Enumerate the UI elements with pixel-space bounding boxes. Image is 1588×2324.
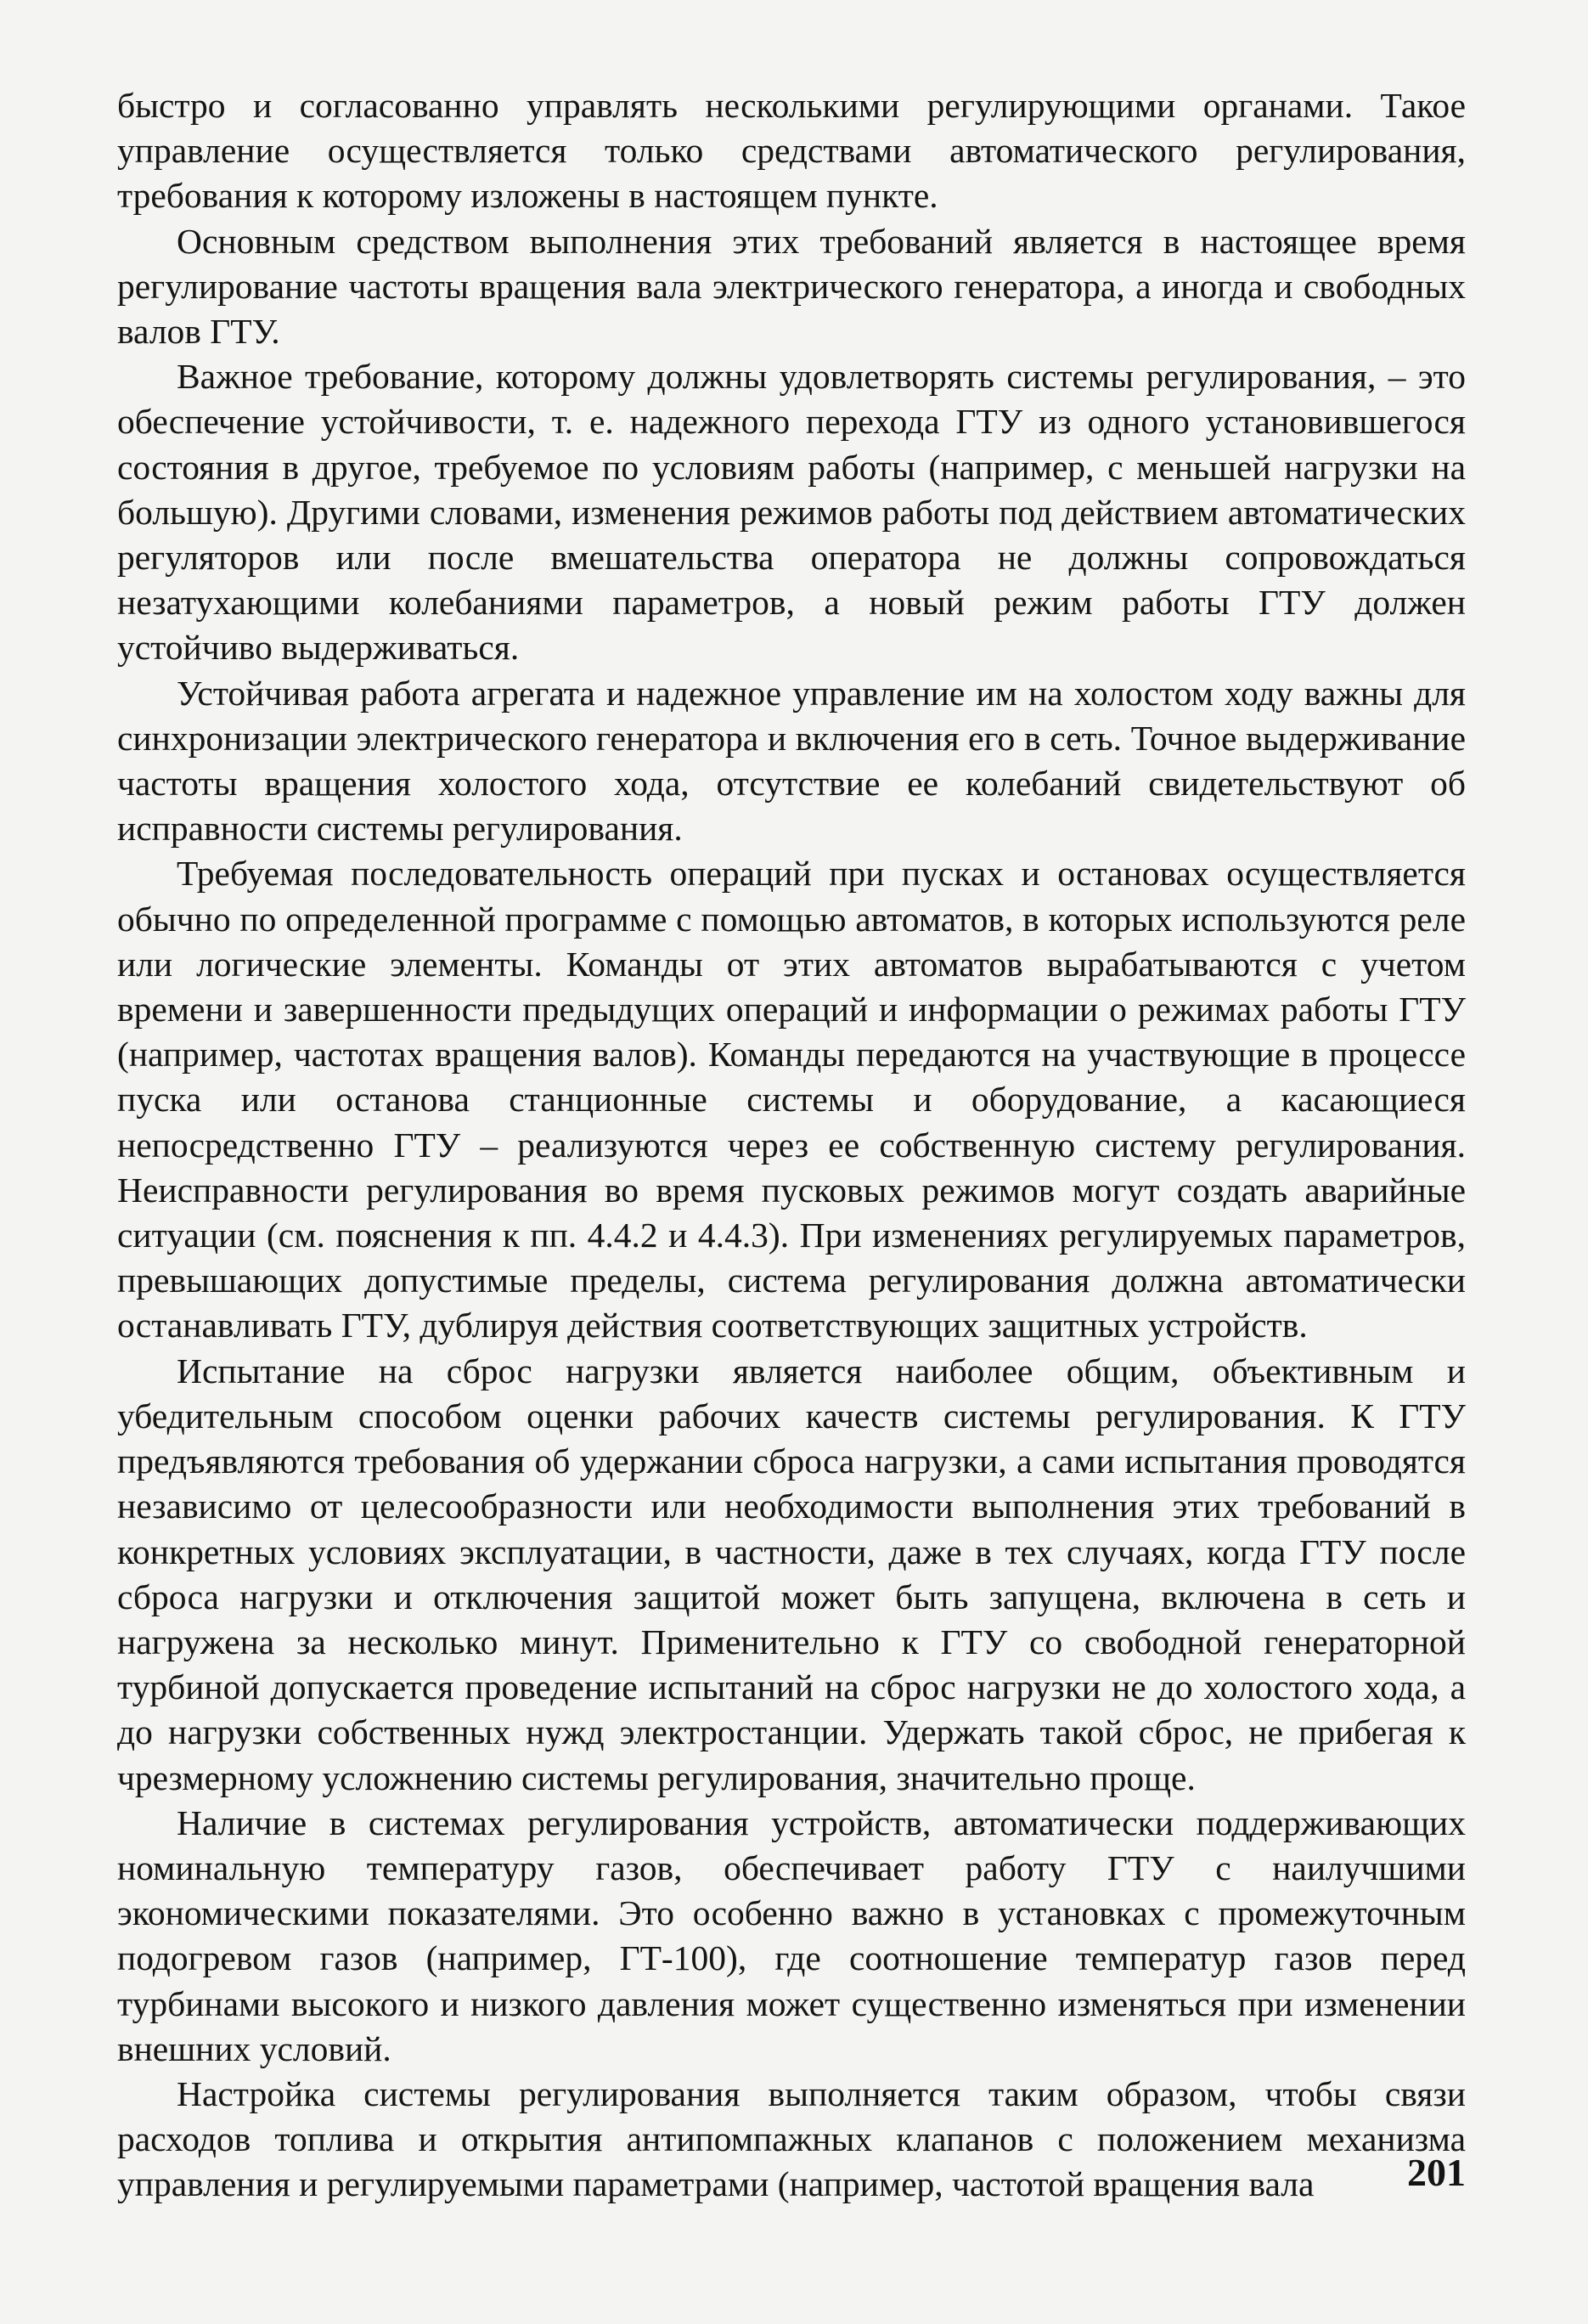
paragraph-7: Наличие в системах регулирования устройств, автоматически поддерживающих номинальную температуру газов, обеспечивает работу ГТУ с наилучшими экономическими показателями. Это особенно важно в установках с промежуточным подогревом газов (например, ГТ-100), где соотношение температур газов перед турбинами высокого и низкого давления может существенно изменяться при изменении внешних условий. <box>117 1802 1466 2068</box>
paragraph-6: Испытание на сброс нагрузки является наиболее общим, объективным и убедительным способом оценки рабочих качеств системы регулирования. К ГТУ предъявляются требования об удержании сброса нагрузки, а сами испытания проводятся независимо от целесообразности или необходимости выполнения этих требований в конкретных условиях эксплуатации, в частности, даже в тех случаях, когда ГТУ после сброса нагрузки и отключения защитой может быть запущена, включена в сеть и нагружена за несколько минут. Применительно к ГТУ со свободной генераторной турбиной допускается проведение испытаний на сброс нагрузки не до холостого хода, а до нагрузки собственных нужд электростанции. Удержать такой сброс, не прибегая к чрезмерному усложнению системы регулирования, значительно проще. <box>117 1351 1466 1797</box>
page-body <box>117 83 1466 2208</box>
paragraph-3: Важное требование, которому должны удовлетворять системы регулирования, – это обеспечение устойчивости, т. е. надежного перехода ГТУ из одного установившегося состояния в другое, требуемое по условиям работы (например, с меньшей нагрузки на большую). Другими словами, изменения режимов работы под действием автоматических регуляторов или после вмешательства оператора не должны сопровождаться незатухающими колебаниями параметров, а новый режим работы ГТУ должен устойчиво выдерживаться. <box>117 357 1466 668</box>
paragraph-1: быстро и согласованно управлять несколькими регулирующими органами. Такое управление осуществляется только средствами автоматического регулирования, требования к которому изложены в настоящем пункте. <box>117 86 1466 216</box>
paragraph-2: Основным средством выполнения этих требований является в настоящее время регулирование частоты вращения вала электрического генератора, а иногда и свободных валов ГТУ. <box>117 221 1466 352</box>
page-number: 201 <box>1407 2151 1466 2194</box>
paragraph-8: Настройка системы регулирования выполняется таким образом, чтобы связи расходов топлива и открытия антипомпажных клапанов с положением механизма управления и регулируемыми параметрами (например, частотой вращения вала <box>117 2073 1466 2204</box>
paragraph-4: Устойчивая работа агрегата и надежное управление им на холостом ходу важны для синхронизации электрического генератора и включения его в сеть. Точное выдерживание частоты вращения холостого хода, отсутствие ее колебаний свидетельствуют об исправности системы регулирования. <box>117 673 1466 849</box>
paragraph-5: Требуемая последовательность операций при пусках и остановах осуществляется обычно по определенной программе с помощью автоматов, в которых используются реле или логические элементы. Команды от этих автоматов вырабатываются с учетом времени и завершенности предыдущих операций и информации о режимах работы ГТУ (например, частотах вращения валов). Команды передаются на участвующие в процессе пуска или останова станционные системы и оборудование, а касающиеся непосредственно ГТУ – реализуются через ее собственную систему регулирования. Неисправности регулирования во время пусковых режимов могут создать аварийные ситуации (см. пояснения к пп. 4.4.2 и 4.4.3). При изменениях регулируемых параметров, превышающих допустимые пределы, система регулирования должна автоматически останавливать ГТУ, дублируя действия соответствующих защитных устройств. <box>117 854 1466 1345</box>
